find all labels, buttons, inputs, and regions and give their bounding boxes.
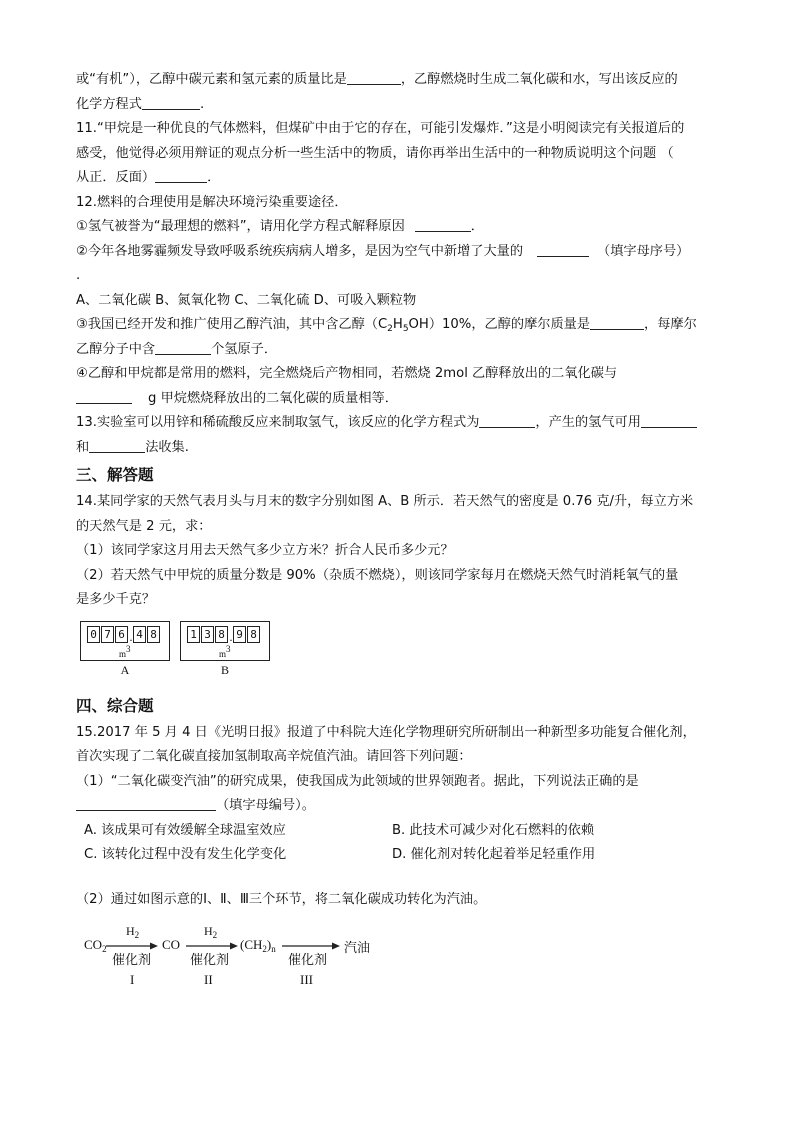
- q15-line-2: 首次实现了二氧化碳直接加氢制取高辛烷值汽油。请回答下列问题：: [76, 749, 472, 764]
- co-label: CO: [162, 937, 181, 952]
- stage-label-2: II: [204, 972, 213, 987]
- text: ①氢气被誉为“最理想的燃料”，请用化学方程式解释原因: [76, 219, 405, 234]
- gas-meter-a: [80, 621, 170, 677]
- text: 化学方程式: [76, 96, 142, 112]
- text: g 甲烷燃烧释放出的二氧化碳的质量相等．: [148, 390, 398, 406]
- text: 和: [76, 439, 90, 455]
- q12-line-2: [76, 215, 721, 240]
- subscript: n: [271, 944, 276, 954]
- gas-meter-b: [180, 621, 270, 677]
- text: （填字母编号）。: [216, 798, 315, 813]
- answer-blank[interactable]: [641, 412, 697, 428]
- gas-meter-figure: [76, 621, 721, 691]
- arrowhead-3: [332, 943, 340, 950]
- h2-label-1: [126, 924, 139, 940]
- text: 个氢原子．: [211, 341, 278, 357]
- text: ③我国已经开发和推广使用乙醇汽油，其中含乙醇（C: [76, 317, 388, 332]
- text: ，产生的氢气可用: [535, 415, 641, 430]
- answer-blank[interactable]: [479, 412, 535, 428]
- digit: 9: [233, 626, 246, 643]
- text: （填字母序号）: [597, 243, 690, 259]
- q12-line-7: [76, 338, 721, 363]
- q12-line-1: 12.燃料的合理使用是解决环境污染重要途径．: [76, 194, 348, 210]
- superscript: 3: [226, 643, 231, 654]
- q14-line-3: （1）该同学家这月用去天然气多少立方米？折合人民币多少元？: [76, 543, 454, 558]
- text: H: [204, 924, 213, 938]
- answer-blank[interactable]: [76, 388, 132, 404]
- unit-text: m: [119, 648, 127, 659]
- q15-line-3: （1）“二氧化碳变汽油”的研究成果，使我国成为此领域的世界领跑者。据此，下列说法正确的是: [76, 773, 639, 789]
- ch2n-label: [240, 937, 276, 954]
- q14-line-5: 是多少千克？: [76, 592, 156, 607]
- q14-line-4: （2）若天然气中甲烷的质量分数是 90%（杂质不燃烧），则该同学家每月在燃烧天然气时消耗氧气的量: [76, 567, 679, 583]
- text: 或“有机”），乙醇中碳元素和氢元素的质量比是: [76, 72, 347, 87]
- option-b: B. 此技术可减少对化石燃料的依赖: [392, 822, 595, 838]
- text: ): [266, 937, 272, 952]
- answer-blank[interactable]: [155, 339, 211, 355]
- answer-blank[interactable]: [590, 314, 644, 330]
- text: ．: [470, 219, 484, 234]
- arrowhead-2: [230, 943, 238, 950]
- subscript: 2: [134, 930, 140, 940]
- text: H: [126, 924, 135, 938]
- section-heading-3: 三、解答题: [76, 466, 154, 484]
- q12-line-9: [76, 387, 721, 412]
- q12-options: A、二氧化碳 B、氮氧化物 C、二氧化硫 D、可吸入颗粒物: [76, 292, 417, 308]
- answer-blank[interactable]: [76, 795, 216, 811]
- arrowhead-1: [150, 943, 158, 950]
- text: ，每摩尔: [644, 317, 697, 332]
- answer-blank[interactable]: [537, 241, 589, 257]
- catalyst-label-1: 催化剂: [112, 953, 152, 968]
- co2-label: [84, 937, 107, 954]
- gasoline-label: 汽油: [344, 941, 371, 956]
- digit: 6: [115, 626, 128, 643]
- meter-digits: [187, 626, 261, 643]
- q15-options-row-1: [76, 819, 721, 844]
- q15-options-row-2: [76, 843, 721, 868]
- decimal-point: .: [129, 630, 133, 644]
- digit: 0: [87, 626, 100, 643]
- digit: 4: [133, 626, 146, 643]
- digit: 8: [215, 626, 228, 643]
- line-top-2: [76, 93, 721, 118]
- text: ，乙醇燃烧时生成二氧化碳和水，写出该反应的: [400, 72, 678, 87]
- meter-frame: [180, 621, 270, 661]
- meter-unit: [219, 644, 231, 659]
- text: .: [199, 96, 205, 112]
- text: CO: [84, 937, 103, 952]
- text: 法收集.: [145, 439, 189, 455]
- q11-line-2: 感受，他觉得必须用辩证的观点分析一些生活中的物质，请你再举出生活中的一种物质说明这个问题 （: [76, 145, 674, 161]
- digit: 8: [147, 626, 160, 643]
- text: 从正．反面）: [76, 170, 156, 185]
- meter-digits: [87, 626, 161, 643]
- text: ．: [207, 170, 221, 185]
- digit: 1: [187, 626, 200, 643]
- unit-text: m: [219, 648, 227, 659]
- answer-blank[interactable]: [415, 216, 471, 232]
- answer-blank[interactable]: [155, 167, 207, 183]
- answer-blank[interactable]: [89, 437, 145, 453]
- q13-line-2: [76, 436, 721, 461]
- subscript: 2: [387, 324, 393, 334]
- subscript: 2: [262, 944, 267, 954]
- q12-line-3: [76, 240, 721, 265]
- subscript: 5: [402, 324, 409, 334]
- subscript: 2: [212, 930, 218, 940]
- line-top-1: [76, 68, 721, 93]
- text: OH）10%，乙醇的摩尔质量是: [408, 317, 591, 332]
- q13-line-1: [76, 411, 721, 436]
- conversion-flow-diagram: [76, 926, 721, 1006]
- meter-label: B: [220, 662, 229, 677]
- q12-line-6: [76, 313, 721, 338]
- meter-frame: [80, 621, 170, 661]
- stage-label-1: I: [130, 972, 135, 987]
- text: (CH: [240, 937, 263, 952]
- q12-line-8: ④乙醇和甲烷都是常用的燃料，完全燃烧后产物相同，若燃烧 2mol 乙醇释放出的二氧化碳与: [76, 366, 618, 381]
- document-page: [76, 68, 721, 1006]
- q15-line-4: [76, 794, 721, 819]
- option-c: C. 该转化过程中没有发生化学变化: [84, 847, 287, 862]
- catalyst-label-2: 催化剂: [190, 953, 230, 968]
- digit: 3: [201, 626, 214, 643]
- q14-line-2: 的天然气是 2 元，求：: [76, 518, 212, 534]
- meter-unit: [119, 644, 131, 659]
- text: 13.实验室可以用锌和稀硫酸反应来制取氢气，该反应的化学方程式为: [76, 415, 480, 430]
- q11-line-3: [76, 166, 721, 191]
- option-a: A. 该成果可有效缓解全球温室效应: [84, 822, 286, 838]
- h2-label-2: [204, 924, 217, 940]
- text: 乙醇分子中含: [76, 341, 156, 357]
- q15-line-5: （2）通过如图示意的Ⅰ、Ⅱ、Ⅲ三个环节，将二氧化碳成功转化为汽油。: [76, 891, 487, 907]
- q15-line-1: 15.2017 年 5 月 4 日《光明日报》报道了中科院大连化学物理研究所研制出一种新型多功能复合催化剂，: [76, 724, 696, 740]
- section-heading-4: 四、综合题: [76, 696, 154, 715]
- catalyst-label-3: 催化剂: [288, 953, 328, 968]
- answer-blank[interactable]: [347, 69, 401, 85]
- decimal-point: .: [229, 630, 233, 644]
- text: ②今年各地雾霾频发导致呼吸系统疾病病人增多，是因为空气中新增了大量的: [76, 243, 524, 259]
- q12-line-4: .: [76, 268, 81, 283]
- stage-label-3: III: [300, 972, 313, 987]
- q11-line-1: 11.“甲烷是一种优良的气体燃料，但煤矿中由于它的存在，可能引发爆炸．”这是小明阅读完有关报道后的: [76, 121, 685, 136]
- subscript: 2: [102, 944, 107, 954]
- superscript: 3: [126, 643, 131, 654]
- text: H: [392, 317, 403, 332]
- digit: 7: [101, 626, 114, 643]
- answer-blank[interactable]: [142, 94, 200, 110]
- option-d: D. 催化剂对转化起着举足轻重作用: [392, 847, 596, 862]
- meter-label: A: [120, 662, 130, 677]
- q14-line-1: 14.某同学家的天然气表月头与月末的数字分别如图 A、B 所示．若天然气的密度是 0.76 克/升，每立方米: [76, 494, 694, 509]
- digit: 8: [247, 626, 260, 643]
